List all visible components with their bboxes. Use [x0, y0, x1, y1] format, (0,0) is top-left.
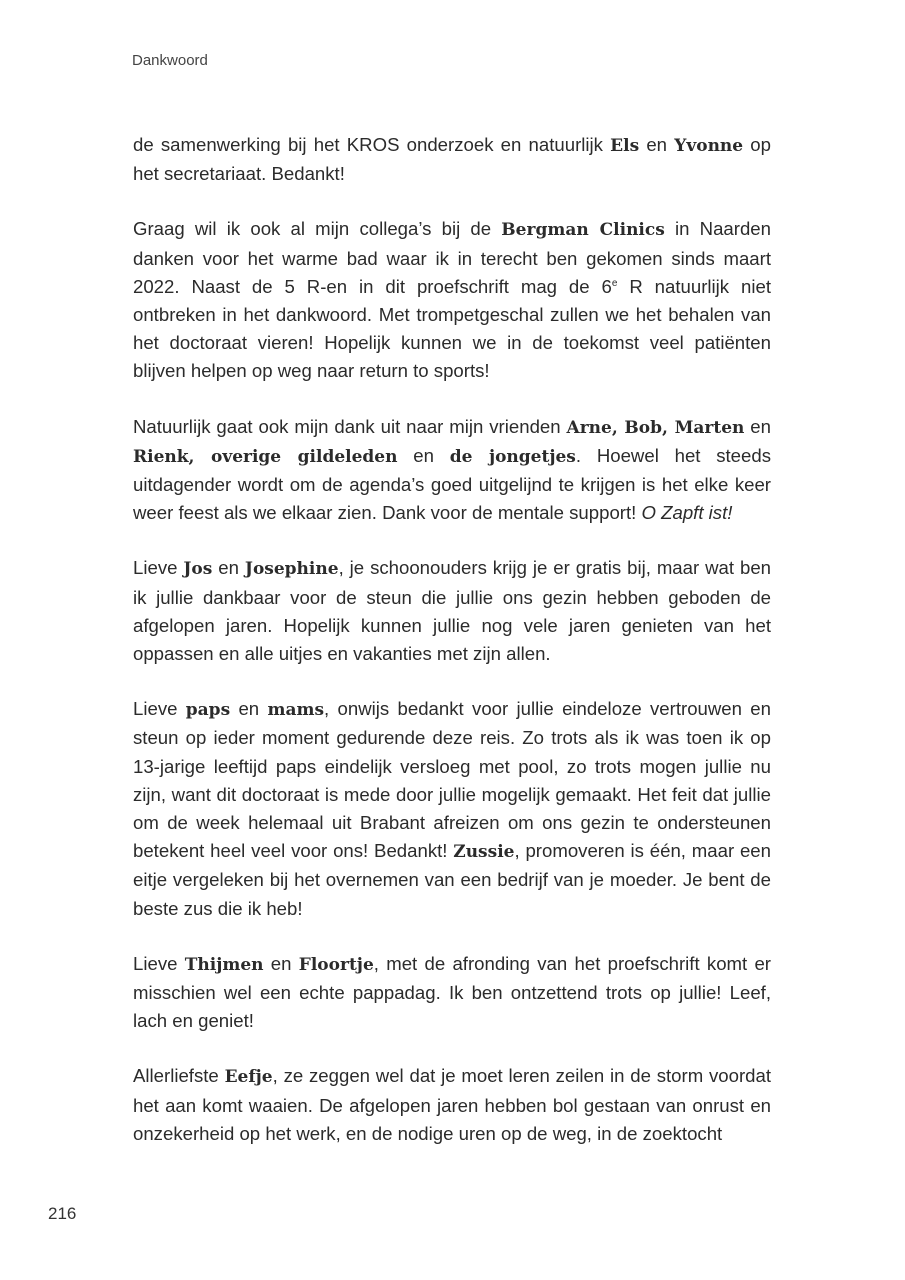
name-josephine: Josephine	[244, 559, 339, 580]
name-els: Els	[610, 136, 640, 156]
name-floortje: Floortje	[298, 954, 374, 975]
text: , onwijs bedankt voor jullie eindeloze vertrouwen en steun op ieder moment gedurende deze reis. Zo trots als ik was toen ik op 13-jarige leeftijd paps eindelijk versloeg met pool, zo trots mogen jullie nu zijn, want dit doctoraat is mede door jullie mogelijk gemaakt. Het feit dat jullie om de week helemaal uit Brabant afreizen om ons gezin te ondersteunen betekent heel veel voor ons! Bedankt!	[133, 698, 771, 862]
text: R natuurlijk niet ontbreken in het dankwoord. Met trompetgeschal zullen we het behalen van het doctoraat vieren! Hopelijk kunnen we in de toekomst veel patiënten blijven helpen op weg naar return to sports!	[133, 275, 771, 382]
text: . Hoewel het steeds uitdagender wordt om de agenda’s goed uitgelijnd te krijgen is het elke keer weer feest als we elkaar zien. Dank voor de mentale support!	[133, 444, 771, 524]
name-mams: mams	[267, 700, 325, 721]
text: en	[744, 415, 771, 437]
paragraph-partner	[133, 1062, 771, 1148]
text: Lieve	[133, 698, 186, 720]
text: Lieve	[133, 557, 184, 579]
name-jos: Jos	[183, 559, 213, 580]
name-paps: paps	[185, 700, 231, 721]
text: Lieve	[133, 952, 185, 974]
name-de-jongetjes: de jongetjes	[449, 446, 576, 467]
text: in Naarden danken voor het warme bad waar ik in terecht ben gekomen sinds maart 2022. Naast de 5 R-en in dit proefschrift mag de 6	[133, 218, 771, 297]
text: en	[230, 698, 268, 720]
page-number: 216	[48, 1204, 77, 1223]
text: , met de afronding van het proefschrift komt er misschien wel een echte pappadag. Ik ben ontzettend trots op jullie! Leef, lach en geniet!	[133, 952, 772, 1032]
paragraph-friends	[133, 413, 771, 528]
body-text	[133, 131, 771, 1148]
text: , ze zeggen wel dat je moet leren zeilen in de storm voordat het aan komt waaien. De afgelopen jaren hebben bol gestaan van onrust en onzekerheid op het werk, en de nodige uren op de weg, in de zoektocht	[133, 1065, 772, 1144]
paragraph-secretariat	[133, 131, 771, 188]
text: Allerliefste	[133, 1065, 225, 1087]
text: en	[212, 557, 245, 579]
text: en	[639, 134, 675, 155]
name-zussie: Zussie	[453, 842, 515, 863]
italic-phrase: O Zapft ist!	[641, 502, 733, 524]
running-header: Dankwoord	[132, 52, 208, 69]
text: en	[263, 952, 299, 974]
paragraph-bergman-clinics	[133, 215, 771, 385]
text: Graag wil ik ook al mijn collega’s bij de	[133, 218, 502, 240]
name-friends: Arne, Bob, Marten	[566, 417, 745, 438]
text: en	[397, 444, 450, 466]
text: de samenwerking bij het KROS onderzoek en natuurlijk	[133, 134, 611, 155]
paragraph-parents	[133, 695, 771, 923]
text: , je schoonouders krijg je er gratis bij, maar wat ben ik jullie dankbaar voor de steun die jullie ons gezin hebben geboden de afgelopen jaren. Hopelijk kunnen jullie nog vele jaren genieten van het oppassen en alle uitjes en vakanties met zijn allen.	[133, 557, 772, 665]
name-eefje: Eefje	[224, 1067, 273, 1088]
paragraph-children	[133, 950, 771, 1036]
text: Natuurlijk gaat ook mijn dank uit naar mijn vrienden	[133, 415, 567, 437]
text: op het secretariaat. Bedankt!	[133, 134, 771, 185]
text: , promoveren is één, maar een eitje vergeleken bij het overnemen van een bedrijf van je moeder. Je bent de beste zus die ik heb!	[133, 840, 771, 919]
paragraph-in-laws	[133, 554, 771, 668]
name-rienk-gildeleden: Rienk, overige gildeleden	[133, 446, 398, 467]
name-bergman-clinics: Bergman Clinics	[501, 220, 665, 241]
name-thijmen: Thijmen	[184, 954, 264, 975]
name-yvonne: Yvonne	[674, 136, 744, 156]
ordinal-superscript: e	[611, 277, 618, 289]
